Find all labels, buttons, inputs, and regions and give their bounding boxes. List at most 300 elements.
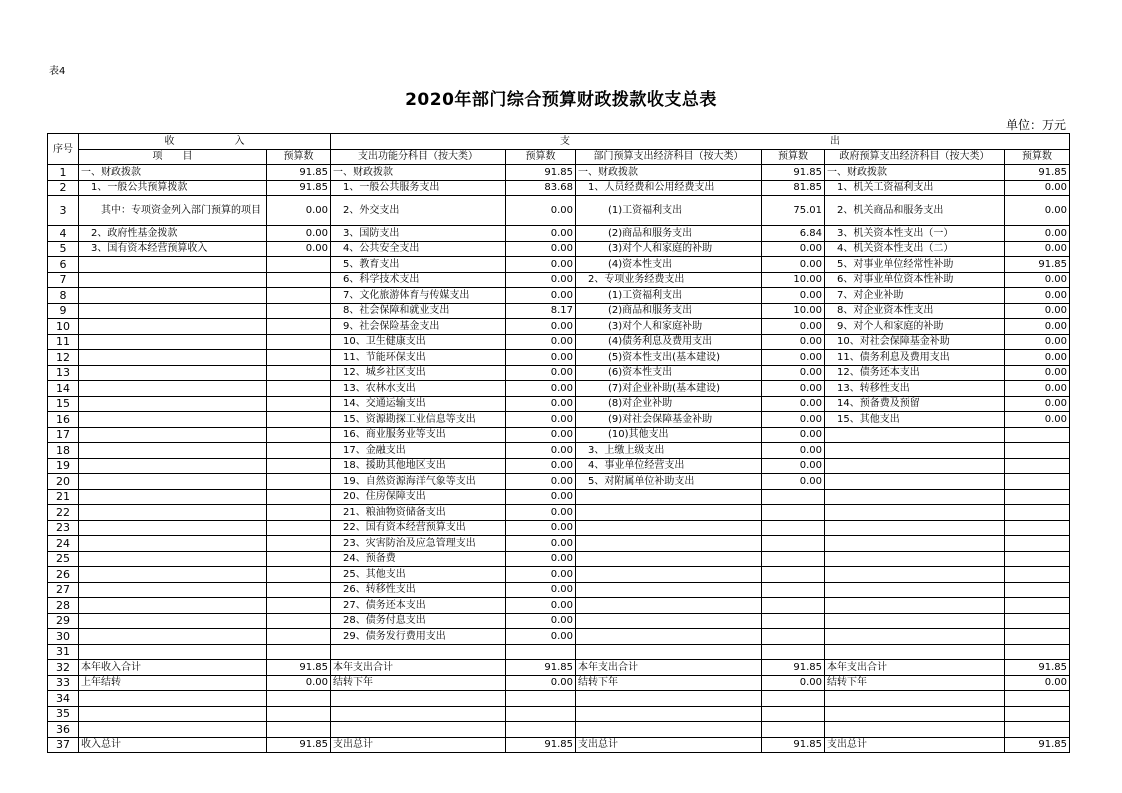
income-item-cell bbox=[79, 288, 267, 304]
gov-item-cell: 2、机关商品和服务支出 bbox=[825, 196, 1005, 226]
income-amount-cell: 91.85 bbox=[267, 180, 331, 196]
income-amount-cell bbox=[267, 722, 331, 738]
seq-cell: 24 bbox=[48, 536, 79, 552]
table-row bbox=[48, 706, 1070, 722]
dept-amount-cell: 6.84 bbox=[762, 226, 825, 242]
dept-amount-cell bbox=[762, 644, 825, 660]
seq-cell: 22 bbox=[48, 505, 79, 521]
gov-item-cell bbox=[825, 458, 1005, 474]
gov-amount-cell: 0.00 bbox=[1005, 365, 1070, 381]
func-item-cell: 26、转移性支出 bbox=[331, 582, 506, 598]
table-row bbox=[48, 551, 1070, 567]
func-amount-cell: 0.00 bbox=[506, 598, 576, 614]
func-amount-cell: 91.85 bbox=[506, 660, 576, 676]
income-amount-cell bbox=[267, 334, 331, 350]
func-item-cell: 3、国防支出 bbox=[331, 226, 506, 242]
func-amount-cell: 91.85 bbox=[506, 165, 576, 181]
table-row bbox=[48, 257, 1070, 273]
dept-amount-cell bbox=[762, 691, 825, 707]
func-item-cell: 25、其他支出 bbox=[331, 567, 506, 583]
func-item-cell: 10、卫生健康支出 bbox=[331, 334, 506, 350]
func-amount-cell: 0.00 bbox=[506, 381, 576, 397]
func-amount-cell: 0.00 bbox=[506, 272, 576, 288]
gov-amount-cell bbox=[1005, 644, 1070, 660]
func-item-cell: 7、文化旅游体育与传媒支出 bbox=[331, 288, 506, 304]
func-item-cell: 17、金融支出 bbox=[331, 443, 506, 459]
page-title: 2020年部门综合预算财政拨款收支总表 bbox=[405, 90, 717, 110]
seq-cell: 26 bbox=[48, 567, 79, 583]
dept-amount-cell bbox=[762, 520, 825, 536]
gov-amount-cell: 91.85 bbox=[1005, 737, 1070, 753]
income-item-cell: 收入总计 bbox=[79, 737, 267, 753]
dept-amount-header: 预算数 bbox=[762, 149, 825, 165]
gov-item-cell bbox=[825, 722, 1005, 738]
func-item-cell: 6、科学技术支出 bbox=[331, 272, 506, 288]
gov-item-cell: 8、对企业资本性支出 bbox=[825, 303, 1005, 319]
table-row bbox=[48, 365, 1070, 381]
gov-item-cell: 14、预备费及预留 bbox=[825, 396, 1005, 412]
gov-amount-cell bbox=[1005, 443, 1070, 459]
gov-item-cell: 15、其他支出 bbox=[825, 412, 1005, 428]
func-amount-cell: 0.00 bbox=[506, 288, 576, 304]
dept-amount-cell: 0.00 bbox=[762, 350, 825, 366]
gov-item-cell: 5、对事业单位经常性补助 bbox=[825, 257, 1005, 273]
income-item-cell bbox=[79, 381, 267, 397]
dept-item-cell: (4)债务利息及费用支出 bbox=[576, 334, 762, 350]
table-row bbox=[48, 165, 1070, 181]
table-row bbox=[48, 722, 1070, 738]
income-amount-cell bbox=[267, 505, 331, 521]
income-amount-cell bbox=[267, 272, 331, 288]
table-number: 表4 bbox=[49, 66, 66, 77]
func-item-cell: 11、节能环保支出 bbox=[331, 350, 506, 366]
func-amount-cell: 0.00 bbox=[506, 629, 576, 645]
income-item-cell bbox=[79, 567, 267, 583]
dept-item-cell bbox=[576, 706, 762, 722]
seq-cell: 5 bbox=[48, 241, 79, 257]
dept-item-cell bbox=[576, 536, 762, 552]
func-item-cell: 20、住房保障支出 bbox=[331, 489, 506, 505]
gov-amount-cell bbox=[1005, 427, 1070, 443]
dept-item-cell: (7)对企业补助(基本建设) bbox=[576, 381, 762, 397]
income-item-cell bbox=[79, 396, 267, 412]
gov-amount-cell bbox=[1005, 551, 1070, 567]
income-item-cell bbox=[79, 474, 267, 490]
table-row bbox=[48, 241, 1070, 257]
dept-amount-cell bbox=[762, 613, 825, 629]
seq-cell: 14 bbox=[48, 381, 79, 397]
income-item-cell bbox=[79, 582, 267, 598]
gov-item-cell: 4、机关资本性支出（二） bbox=[825, 241, 1005, 257]
seq-cell: 17 bbox=[48, 427, 79, 443]
dept-amount-cell: 91.85 bbox=[762, 165, 825, 181]
seq-cell: 33 bbox=[48, 675, 79, 691]
table-row bbox=[48, 644, 1070, 660]
income-item-cell bbox=[79, 629, 267, 645]
expense-header: 支 出 bbox=[331, 134, 1070, 150]
func-amount-cell: 0.00 bbox=[506, 567, 576, 583]
table-row bbox=[48, 505, 1070, 521]
gov-amount-cell: 91.85 bbox=[1005, 165, 1070, 181]
table-row bbox=[48, 536, 1070, 552]
seq-cell: 3 bbox=[48, 196, 79, 226]
func-item-cell: 8、社会保障和就业支出 bbox=[331, 303, 506, 319]
income-item-cell bbox=[79, 427, 267, 443]
gov-amount-cell: 0.00 bbox=[1005, 196, 1070, 226]
dept-item-cell bbox=[576, 722, 762, 738]
dept-amount-cell bbox=[762, 505, 825, 521]
income-amount-cell bbox=[267, 427, 331, 443]
seq-cell: 9 bbox=[48, 303, 79, 319]
gov-amount-header: 预算数 bbox=[1005, 149, 1070, 165]
gov-item-cell bbox=[825, 691, 1005, 707]
table-row bbox=[48, 412, 1070, 428]
table-row bbox=[48, 629, 1070, 645]
seq-cell: 32 bbox=[48, 660, 79, 676]
func-item-cell: 18、援助其他地区支出 bbox=[331, 458, 506, 474]
table-row bbox=[48, 675, 1070, 691]
func-item-cell: 23、灾害防治及应急管理支出 bbox=[331, 536, 506, 552]
func-amount-cell: 0.00 bbox=[506, 396, 576, 412]
func-item-header: 支出功能分科目（按大类） bbox=[331, 149, 506, 165]
dept-item-header: 部门预算支出经济科目（按大类） bbox=[576, 149, 762, 165]
income-amount-cell bbox=[267, 381, 331, 397]
dept-item-cell: (3)对个人和家庭补助 bbox=[576, 319, 762, 335]
gov-amount-cell bbox=[1005, 582, 1070, 598]
gov-amount-cell bbox=[1005, 691, 1070, 707]
dept-amount-cell bbox=[762, 629, 825, 645]
gov-item-cell bbox=[825, 427, 1005, 443]
table-row bbox=[48, 303, 1070, 319]
seq-cell: 4 bbox=[48, 226, 79, 242]
dept-amount-cell: 91.85 bbox=[762, 737, 825, 753]
gov-item-cell bbox=[825, 536, 1005, 552]
func-amount-cell: 0.00 bbox=[506, 551, 576, 567]
dept-item-cell bbox=[576, 489, 762, 505]
gov-item-cell bbox=[825, 582, 1005, 598]
gov-item-cell: 12、债务还本支出 bbox=[825, 365, 1005, 381]
income-item-cell bbox=[79, 691, 267, 707]
dept-item-cell: 5、对附属单位补助支出 bbox=[576, 474, 762, 490]
func-item-cell: 一、财政拨款 bbox=[331, 165, 506, 181]
dept-item-cell: (4)资本性支出 bbox=[576, 257, 762, 273]
table-row bbox=[48, 334, 1070, 350]
func-amount-cell: 0.00 bbox=[506, 489, 576, 505]
func-item-cell: 29、债务发行费用支出 bbox=[331, 629, 506, 645]
income-amount-cell bbox=[267, 319, 331, 335]
func-item-cell: 结转下年 bbox=[331, 675, 506, 691]
table-row bbox=[48, 737, 1070, 753]
seq-cell: 25 bbox=[48, 551, 79, 567]
table-row bbox=[48, 582, 1070, 598]
dept-item-cell: 本年支出合计 bbox=[576, 660, 762, 676]
income-item-cell: 2、政府性基金拨款 bbox=[79, 226, 267, 242]
func-item-cell: 4、公共安全支出 bbox=[331, 241, 506, 257]
table-row bbox=[48, 489, 1070, 505]
gov-amount-cell: 0.00 bbox=[1005, 381, 1070, 397]
dept-item-cell: (9)对社会保障基金补助 bbox=[576, 412, 762, 428]
gov-amount-cell: 0.00 bbox=[1005, 350, 1070, 366]
dept-amount-cell: 0.00 bbox=[762, 396, 825, 412]
gov-amount-cell bbox=[1005, 629, 1070, 645]
income-item-cell bbox=[79, 319, 267, 335]
dept-amount-cell: 0.00 bbox=[762, 381, 825, 397]
income-amount-cell bbox=[267, 396, 331, 412]
dept-amount-cell: 0.00 bbox=[762, 443, 825, 459]
dept-amount-cell: 75.01 bbox=[762, 196, 825, 226]
gov-amount-cell bbox=[1005, 706, 1070, 722]
gov-amount-cell: 0.00 bbox=[1005, 272, 1070, 288]
gov-item-header: 政府预算支出经济科目（按大类） bbox=[825, 149, 1005, 165]
seq-cell: 23 bbox=[48, 520, 79, 536]
table-row bbox=[48, 443, 1070, 459]
table-row bbox=[48, 226, 1070, 242]
income-amount-cell bbox=[267, 350, 331, 366]
gov-item-cell: 7、对企业补助 bbox=[825, 288, 1005, 304]
func-amount-cell: 0.00 bbox=[506, 365, 576, 381]
budget-table bbox=[47, 133, 1070, 753]
dept-item-cell: (8)对企业补助 bbox=[576, 396, 762, 412]
func-amount-cell: 8.17 bbox=[506, 303, 576, 319]
dept-item-cell bbox=[576, 551, 762, 567]
income-amount-cell bbox=[267, 644, 331, 660]
seq-cell: 28 bbox=[48, 598, 79, 614]
income-item-cell bbox=[79, 350, 267, 366]
gov-amount-cell: 0.00 bbox=[1005, 396, 1070, 412]
seq-cell: 31 bbox=[48, 644, 79, 660]
dept-item-cell: (1)工资福利支出 bbox=[576, 196, 762, 226]
gov-amount-cell: 0.00 bbox=[1005, 303, 1070, 319]
dept-item-cell: (1)工资福利支出 bbox=[576, 288, 762, 304]
income-amount-cell bbox=[267, 489, 331, 505]
table-row bbox=[48, 381, 1070, 397]
table-row bbox=[48, 396, 1070, 412]
dept-item-cell: 1、人员经费和公用经费支出 bbox=[576, 180, 762, 196]
income-item-cell bbox=[79, 505, 267, 521]
func-item-cell: 2、外交支出 bbox=[331, 196, 506, 226]
income-item-cell bbox=[79, 536, 267, 552]
income-item-cell bbox=[79, 613, 267, 629]
gov-item-cell bbox=[825, 613, 1005, 629]
seq-cell: 34 bbox=[48, 691, 79, 707]
func-amount-cell: 0.00 bbox=[506, 582, 576, 598]
gov-amount-cell bbox=[1005, 474, 1070, 490]
income-item-cell bbox=[79, 303, 267, 319]
dept-amount-cell: 91.85 bbox=[762, 660, 825, 676]
income-amount-cell bbox=[267, 257, 331, 273]
income-amount-cell bbox=[267, 412, 331, 428]
dept-item-cell: (2)商品和服务支出 bbox=[576, 226, 762, 242]
gov-item-cell: 本年支出合计 bbox=[825, 660, 1005, 676]
gov-amount-cell: 0.00 bbox=[1005, 334, 1070, 350]
income-item-cell: 一、财政拨款 bbox=[79, 165, 267, 181]
seq-cell: 2 bbox=[48, 180, 79, 196]
dept-item-cell bbox=[576, 691, 762, 707]
dept-item-cell: (2)商品和服务支出 bbox=[576, 303, 762, 319]
income-amount-cell bbox=[267, 551, 331, 567]
dept-amount-cell bbox=[762, 598, 825, 614]
dept-item-cell bbox=[576, 613, 762, 629]
func-amount-cell: 0.00 bbox=[506, 226, 576, 242]
seq-cell: 35 bbox=[48, 706, 79, 722]
func-amount-cell: 0.00 bbox=[506, 241, 576, 257]
gov-item-cell: 一、财政拨款 bbox=[825, 165, 1005, 181]
seq-cell: 27 bbox=[48, 582, 79, 598]
dept-amount-cell bbox=[762, 706, 825, 722]
table-row bbox=[48, 319, 1070, 335]
gov-item-cell bbox=[825, 474, 1005, 490]
gov-amount-cell: 0.00 bbox=[1005, 288, 1070, 304]
seq-cell: 16 bbox=[48, 412, 79, 428]
func-item-cell: 12、城乡社区支出 bbox=[331, 365, 506, 381]
table-row bbox=[48, 660, 1070, 676]
income-amount-cell: 0.00 bbox=[267, 196, 331, 226]
income-amount-cell: 0.00 bbox=[267, 226, 331, 242]
gov-item-cell bbox=[825, 706, 1005, 722]
seq-cell: 29 bbox=[48, 613, 79, 629]
dept-amount-cell: 81.85 bbox=[762, 180, 825, 196]
seq-cell: 8 bbox=[48, 288, 79, 304]
dept-item-cell: 4、事业单位经营支出 bbox=[576, 458, 762, 474]
income-item-cell: 其中：专项资金列入部门预算的项目 bbox=[79, 196, 267, 226]
func-amount-cell: 0.00 bbox=[506, 520, 576, 536]
gov-amount-cell: 0.00 bbox=[1005, 675, 1070, 691]
gov-item-cell: 9、对个人和家庭的补助 bbox=[825, 319, 1005, 335]
gov-amount-cell: 91.85 bbox=[1005, 660, 1070, 676]
func-item-cell: 9、社会保险基金支出 bbox=[331, 319, 506, 335]
dept-amount-cell: 10.00 bbox=[762, 272, 825, 288]
income-amount-cell: 91.85 bbox=[267, 737, 331, 753]
income-header: 收 入 bbox=[79, 134, 331, 150]
table-row bbox=[48, 196, 1070, 226]
dept-amount-cell: 0.00 bbox=[762, 257, 825, 273]
gov-item-cell: 6、对事业单位资本性补助 bbox=[825, 272, 1005, 288]
table-row bbox=[48, 567, 1070, 583]
gov-amount-cell: 0.00 bbox=[1005, 241, 1070, 257]
income-item-cell: 上年结转 bbox=[79, 675, 267, 691]
gov-item-cell: 10、对社会保障基金补助 bbox=[825, 334, 1005, 350]
gov-amount-cell bbox=[1005, 489, 1070, 505]
func-amount-cell: 0.00 bbox=[506, 458, 576, 474]
table-row bbox=[48, 427, 1070, 443]
header-row-1 bbox=[48, 134, 1070, 150]
dept-item-cell: (3)对个人和家庭的补助 bbox=[576, 241, 762, 257]
income-amount-cell: 0.00 bbox=[267, 675, 331, 691]
seq-cell: 6 bbox=[48, 257, 79, 273]
dept-item-cell: (6)资本性支出 bbox=[576, 365, 762, 381]
income-amount-cell bbox=[267, 365, 331, 381]
income-item-cell bbox=[79, 551, 267, 567]
gov-item-cell bbox=[825, 551, 1005, 567]
gov-amount-cell bbox=[1005, 567, 1070, 583]
func-item-cell: 14、交通运输支出 bbox=[331, 396, 506, 412]
dept-amount-cell: 0.00 bbox=[762, 365, 825, 381]
table-row bbox=[48, 613, 1070, 629]
income-item-cell bbox=[79, 706, 267, 722]
func-amount-cell: 0.00 bbox=[506, 474, 576, 490]
func-amount-cell: 91.85 bbox=[506, 737, 576, 753]
func-amount-cell: 0.00 bbox=[506, 443, 576, 459]
income-item-cell bbox=[79, 334, 267, 350]
dept-amount-cell: 10.00 bbox=[762, 303, 825, 319]
dept-item-cell bbox=[576, 567, 762, 583]
income-item-cell: 本年收入合计 bbox=[79, 660, 267, 676]
seq-cell: 36 bbox=[48, 722, 79, 738]
gov-item-cell bbox=[825, 489, 1005, 505]
seq-cell: 15 bbox=[48, 396, 79, 412]
dept-amount-cell: 0.00 bbox=[762, 288, 825, 304]
seq-cell: 1 bbox=[48, 165, 79, 181]
func-amount-header: 预算数 bbox=[506, 149, 576, 165]
header-row-2 bbox=[48, 149, 1070, 165]
dept-item-cell: 3、上缴上级支出 bbox=[576, 443, 762, 459]
func-amount-cell bbox=[506, 706, 576, 722]
gov-amount-cell bbox=[1005, 505, 1070, 521]
income-amount-cell bbox=[267, 536, 331, 552]
func-item-cell bbox=[331, 722, 506, 738]
seq-cell: 10 bbox=[48, 319, 79, 335]
income-item-cell bbox=[79, 520, 267, 536]
gov-item-cell bbox=[825, 443, 1005, 459]
func-amount-cell bbox=[506, 644, 576, 660]
gov-item-cell: 结转下年 bbox=[825, 675, 1005, 691]
table-row bbox=[48, 272, 1070, 288]
gov-item-cell: 11、债务利息及费用支出 bbox=[825, 350, 1005, 366]
income-item-cell bbox=[79, 272, 267, 288]
gov-item-cell bbox=[825, 644, 1005, 660]
func-item-cell: 22、国有资本经营预算支出 bbox=[331, 520, 506, 536]
income-amount-cell bbox=[267, 458, 331, 474]
dept-amount-cell bbox=[762, 567, 825, 583]
dept-amount-cell: 0.00 bbox=[762, 241, 825, 257]
func-item-cell: 28、债务付息支出 bbox=[331, 613, 506, 629]
table-row bbox=[48, 691, 1070, 707]
income-amount-cell: 0.00 bbox=[267, 241, 331, 257]
dept-amount-cell: 0.00 bbox=[762, 334, 825, 350]
gov-amount-cell bbox=[1005, 520, 1070, 536]
func-item-cell: 19、自然资源海洋气象等支出 bbox=[331, 474, 506, 490]
func-item-cell: 13、农林水支出 bbox=[331, 381, 506, 397]
func-amount-cell: 0.00 bbox=[506, 613, 576, 629]
dept-item-cell bbox=[576, 505, 762, 521]
gov-item-cell bbox=[825, 567, 1005, 583]
table-row bbox=[48, 350, 1070, 366]
gov-item-cell: 支出总计 bbox=[825, 737, 1005, 753]
dept-item-cell: (5)资本性支出(基本建设) bbox=[576, 350, 762, 366]
func-item-cell bbox=[331, 644, 506, 660]
income-item-cell: 3、国有资本经营预算收入 bbox=[79, 241, 267, 257]
income-amount-cell bbox=[267, 706, 331, 722]
dept-amount-cell: 0.00 bbox=[762, 427, 825, 443]
income-amount-cell bbox=[267, 598, 331, 614]
table-row bbox=[48, 288, 1070, 304]
dept-amount-cell: 0.00 bbox=[762, 412, 825, 428]
gov-amount-cell: 0.00 bbox=[1005, 412, 1070, 428]
gov-amount-cell: 0.00 bbox=[1005, 319, 1070, 335]
func-item-cell: 27、债务还本支出 bbox=[331, 598, 506, 614]
func-item-cell: 本年支出合计 bbox=[331, 660, 506, 676]
gov-amount-cell bbox=[1005, 536, 1070, 552]
dept-item-cell bbox=[576, 629, 762, 645]
seq-cell: 12 bbox=[48, 350, 79, 366]
income-amount-cell bbox=[267, 443, 331, 459]
income-item-header: 项 目 bbox=[79, 149, 267, 165]
gov-amount-cell: 0.00 bbox=[1005, 180, 1070, 196]
func-amount-cell: 0.00 bbox=[506, 412, 576, 428]
seq-header: 序号 bbox=[48, 134, 79, 165]
dept-item-cell bbox=[576, 598, 762, 614]
gov-amount-cell bbox=[1005, 613, 1070, 629]
